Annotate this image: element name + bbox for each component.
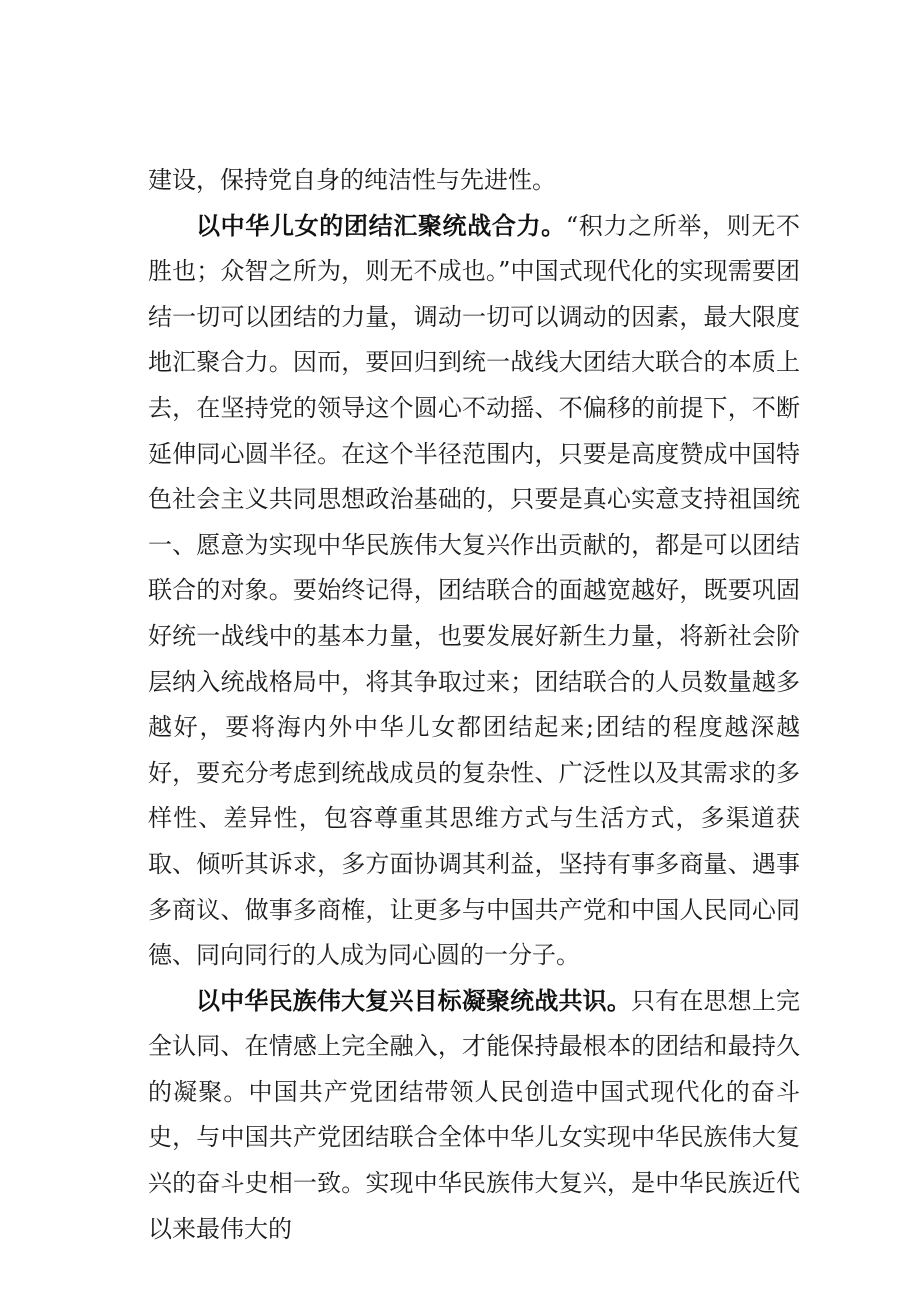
paragraph-heading: 以中华儿女的团结汇聚统战合力。 (196, 211, 566, 240)
paragraph-text: 只有在思想上完全认同、在情感上完全融入，才能保持最根本的团结和最持久的凝聚。中国共产党团结带领人民创造中国式现代化的奋斗史，与中国共产党团结联合全体中华儿女实现中华民族伟大复兴的奋斗史相一致。实现中华民族伟大复兴，是中华民族近代以来最伟大的 (148, 986, 800, 1243)
paragraph-united-force (148, 204, 800, 979)
paragraph-text: “积力之所举，则无不胜也；众智之所为，则无不成也。”中国式现代化的实现需要团结一切可以团结的力量，调动一切可以调动的因素，最大限度地汇聚合力。因而，要回归到统一战线大团结大联合的本质上去，在坚持党的领导这个圆心不动摇、不偏移的前提下，不断延伸同心圆半径。在这个半径范围内，只要是高度赞成中国特色社会主义共同思想政治基础的，只要是真心实意支持祖国统一、愿意为实现中华民族伟大复兴作出贡献的，都是可以团结联合的对象。要始终记得，团结联合的面越宽越好，既要巩固好统一战线中的基本力量，也要发展好新生力量，将新社会阶层纳入统战格局中，将其争取过来；团结联合的人员数量越多越好，要将海内外中华儿女都团结起来;团结的程度越深越好，要充分考虑到统战成员的复杂性、广泛性以及其需求的多样性、差异性，包容尊重其思维方式与生活方式，多渠道获取、倾听其诉求，多方面协调其利益，坚持有事多商量、遇事多商议、做事多商榷，让更多与中国共产党和中国人民同心同德、同向同行的人成为同心圆的一分子。 (148, 211, 800, 970)
body-text (148, 158, 800, 1252)
paragraph-heading: 以中华民族伟大复兴目标凝聚统战共识。 (196, 986, 631, 1015)
paragraph-continuation (148, 158, 800, 204)
paragraph-consensus (148, 979, 800, 1253)
paragraph-text: 建设，保持党自身的纯洁性与先进性。 (148, 166, 556, 194)
